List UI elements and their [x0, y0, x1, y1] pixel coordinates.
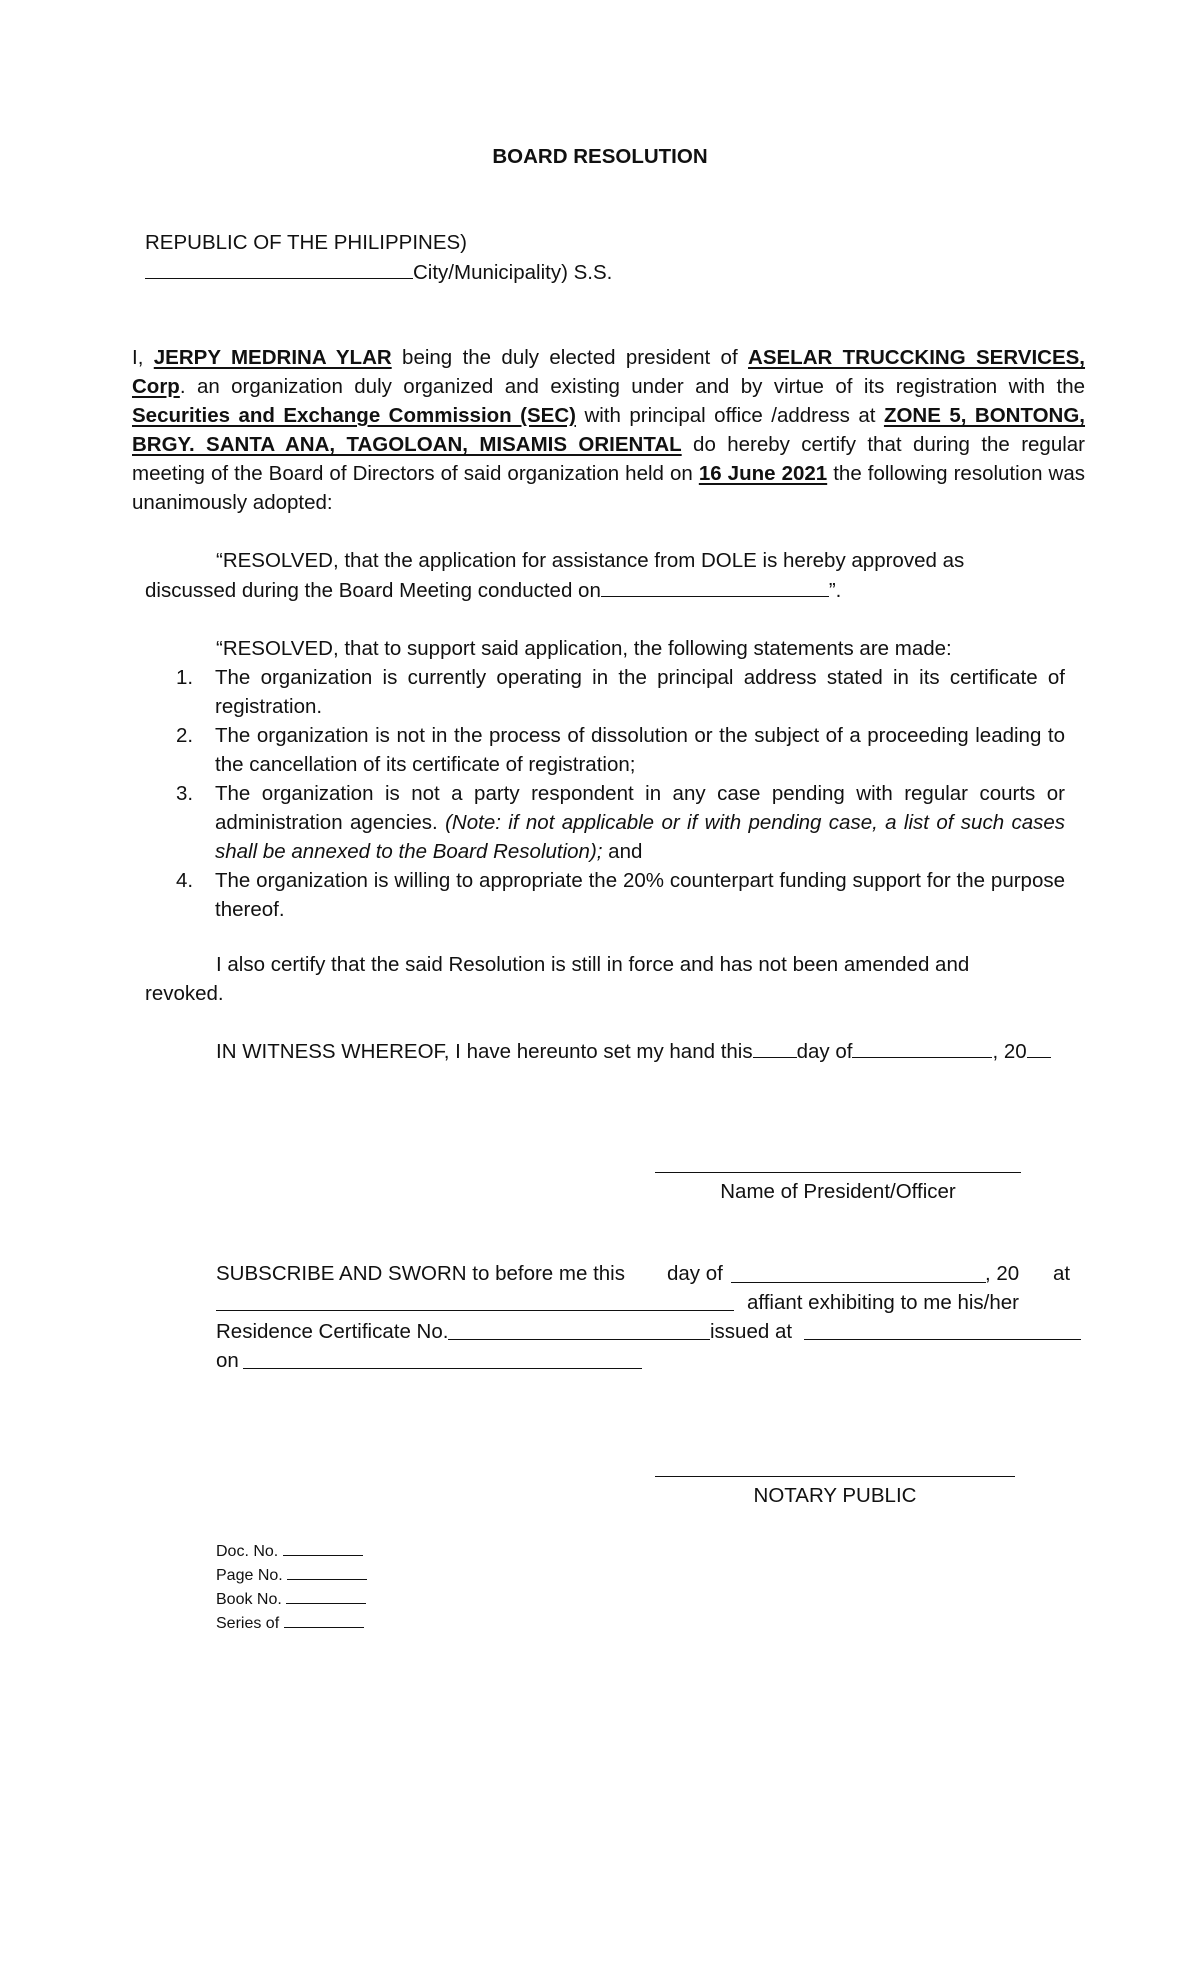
- resolved-2-intro: “RESOLVED, that to support said application, the following statements are made:: [216, 637, 952, 660]
- certify-force-line2: revoked.: [145, 982, 224, 1005]
- witness-text-1: IN WITNESS WHEREOF, I have hereunto set my hand this: [216, 1040, 753, 1063]
- issued-at-blank: [804, 1339, 1081, 1340]
- doc-no-blank: [283, 1540, 363, 1556]
- sworn-day-of: day of: [667, 1262, 723, 1285]
- on-date-blank: [243, 1368, 642, 1369]
- list-item-4: The organization is willing to appropriate the 20% counterpart funding support for the purpose thereof.: [215, 869, 1065, 921]
- list-item-1-number: 1.: [176, 666, 194, 689]
- series-of: [216, 1612, 364, 1636]
- signature-label: Name of President/Officer: [720, 1180, 956, 1203]
- list-item-3-note: (Note: if not applicable or if with pending case, a list of such cases shall be annexed to the Board Resolution);: [215, 811, 1066, 863]
- residence-certificate-label: Residence Certificate No.: [216, 1320, 449, 1343]
- sworn-text: SUBSCRIBE AND SWORN to before me this: [216, 1262, 625, 1285]
- list-item-1: The organization is currently operating in the principal address stated in its certificate of registration.: [215, 666, 1065, 718]
- list-item-3-tail: and: [602, 840, 643, 863]
- cert-text-1: being the duly elected president of: [391, 346, 749, 369]
- notary-signature-line: [655, 1476, 1015, 1477]
- resolved-1-line2-text: discussed during the Board Meeting conducted on: [145, 579, 601, 602]
- sworn-affiant: affiant exhibiting to me his/her: [747, 1291, 1019, 1314]
- page-no-label: Page No.: [216, 1567, 283, 1584]
- book-no-blank: [286, 1588, 366, 1604]
- cert-text-4: do hereby certify that during the regular meeting of the Board of Directors of said organization held on: [132, 433, 1086, 485]
- doc-no: [216, 1540, 363, 1564]
- issued-at-label: issued at: [710, 1320, 793, 1343]
- cert-text-3: with principal office /address at: [575, 404, 884, 427]
- witness-day-blank: [753, 1038, 797, 1058]
- resolved-1-line2: [145, 576, 841, 605]
- list-item-3-text: The organization is not a party respondent in any case pending with regular courts or administration agencies.: [215, 782, 1065, 834]
- list-item-3-number: 3.: [176, 782, 194, 805]
- president-signature-line: [655, 1172, 1021, 1173]
- notary-label: NOTARY PUBLIC: [753, 1484, 917, 1507]
- certify-force-line1: I also certify that the said Resolution is still in force and has not been amended and: [216, 953, 970, 976]
- sworn-place-blank: [216, 1310, 734, 1311]
- cert-text-2: . an organization duly organized and existing under and by virtue of its registration with the: [179, 375, 1085, 398]
- sworn-twenty: , 20: [985, 1262, 1020, 1285]
- resolved-1-line1: “RESOLVED, that the application for assistance from DOLE is hereby approved as: [216, 549, 965, 572]
- witness-year-blank: [1027, 1038, 1051, 1058]
- registry-name: Securities and Exchange Commission (SEC): [132, 404, 576, 427]
- resolved-1-close: ”.: [828, 579, 842, 602]
- page-no-blank: [287, 1564, 367, 1580]
- witness-line: [216, 1037, 1051, 1066]
- book-no: [216, 1588, 366, 1612]
- on-label: on: [216, 1349, 239, 1372]
- list-item-2-number: 2.: [176, 724, 194, 747]
- series-of-label: Series of: [216, 1615, 280, 1632]
- venue-city-label: City/Municipality) S.S.: [413, 261, 613, 284]
- witness-month-blank: [852, 1038, 992, 1058]
- sworn-at: at: [1053, 1262, 1071, 1285]
- page-title: BOARD RESOLUTION: [492, 145, 708, 168]
- list-item-4-number: 4.: [176, 869, 194, 892]
- venue-city-line: [145, 258, 612, 287]
- certification-paragraph: [132, 343, 1085, 517]
- meeting-date-blank-line: [601, 577, 829, 597]
- witness-text-2: day of: [796, 1040, 853, 1063]
- president-name: JERPY MEDRINA YLAR: [153, 346, 392, 369]
- residence-certificate-blank: [448, 1339, 710, 1340]
- sworn-month-blank: [731, 1282, 986, 1283]
- cert-text-5: the following resolution was unanimously adopted:: [132, 462, 1085, 514]
- meeting-date: 16 June 2021: [698, 462, 828, 485]
- list-item-2: The organization is not in the process of dissolution or the subject of a proceeding leading to the cancellation of its certificate of registration;: [215, 724, 1065, 776]
- witness-text-3: , 20: [992, 1040, 1027, 1063]
- book-no-label: Book No.: [216, 1591, 282, 1608]
- principal-address: ZONE 5, BONTONG, BRGY. SANTA ANA, TAGOLOAN, MISAMIS ORIENTAL: [132, 404, 1086, 456]
- cert-prefix: I,: [132, 346, 154, 369]
- series-of-blank: [284, 1612, 364, 1628]
- doc-no-label: Doc. No.: [216, 1543, 279, 1560]
- page-no: [216, 1564, 367, 1588]
- organization-name: ASELAR TRUCCKING SERVICES, Corp: [132, 346, 1086, 398]
- venue-republic: REPUBLIC OF THE PHILIPPINES): [145, 231, 468, 254]
- list-item-3: [215, 779, 1065, 866]
- city-blank-line: [145, 259, 413, 279]
